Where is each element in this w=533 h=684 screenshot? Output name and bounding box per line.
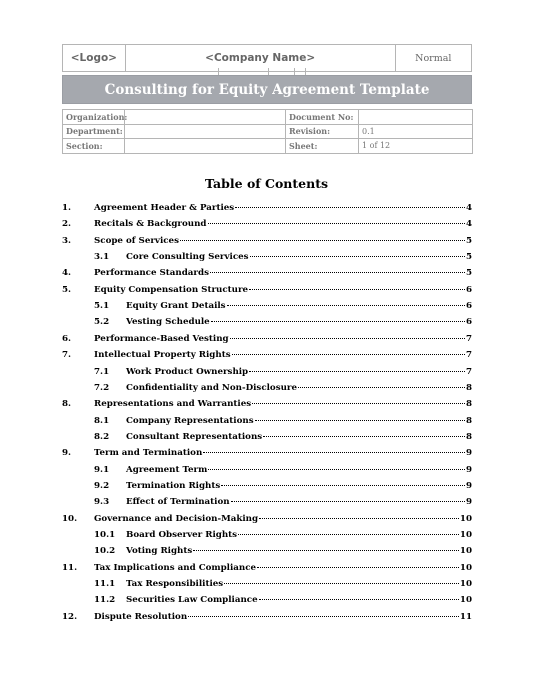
- toc-entry[interactable]: [62, 399, 472, 413]
- toc-dot-leader: [188, 616, 459, 617]
- toc-dot-leader: [252, 403, 465, 404]
- toc-entry-page: 9: [465, 497, 472, 508]
- toc-entry-page: 10: [459, 546, 472, 557]
- toc-dot-leader: [232, 354, 465, 355]
- toc-dot-leader: [211, 321, 465, 322]
- toc-dot-leader: [238, 534, 459, 535]
- toc-entry-number: 7.1: [94, 366, 110, 377]
- toc-entry-title: Representations and Warranties: [94, 399, 252, 410]
- toc-entry[interactable]: [62, 448, 472, 462]
- toc-entry-page: 10: [459, 595, 472, 606]
- toc-entry-page: 9: [465, 480, 472, 491]
- toc-entry[interactable]: [62, 465, 472, 479]
- toc-entry-title: Confidentiality and Non-Disclosure: [126, 382, 298, 393]
- toc-entry-number: 10.: [62, 513, 78, 524]
- toc-entry-title: Consultant Representations: [126, 431, 263, 442]
- toc-entry-title: Effect of Termination: [126, 497, 230, 508]
- toc-entry-number: 3.1: [94, 252, 110, 263]
- toc-entry-page: 10: [459, 530, 472, 540]
- toc-entry[interactable]: [62, 236, 472, 250]
- toc-entry-title: Performance-Based Vesting: [94, 333, 229, 344]
- toc-dot-leader: [210, 272, 465, 273]
- toc-entry-title: Equity Compensation Structure: [94, 284, 249, 295]
- toc-entry-title: Board Observer Rights: [126, 530, 238, 540]
- toc-dot-leader: [193, 550, 459, 551]
- organization-value: [125, 110, 286, 125]
- toc-entry[interactable]: [62, 285, 472, 299]
- toc-entry-page: 10: [459, 579, 472, 590]
- divider: [294, 68, 295, 75]
- toc-dot-leader: [249, 371, 465, 372]
- department-value: [125, 124, 286, 139]
- revision-label: Revision:: [286, 124, 359, 139]
- toc-entry-page: 7: [465, 366, 472, 377]
- toc-entry-page: 9: [465, 464, 472, 475]
- toc-entry-page: 10: [459, 513, 472, 524]
- toc-entry-page: 8: [465, 382, 472, 393]
- toc-title: Table of Contents: [204, 176, 329, 191]
- toc-entry-number: 9.1: [94, 464, 110, 475]
- document-no-label: Document No:: [286, 110, 359, 125]
- company-name: <Company Name>: [125, 45, 395, 72]
- toc-entry-title: Company Representations: [126, 415, 254, 426]
- toc-entry-number: 8.2: [94, 431, 110, 442]
- toc-entry[interactable]: [62, 432, 472, 446]
- toc-dot-leader: [257, 567, 459, 568]
- toc-entry-page: 6: [465, 284, 472, 295]
- toc-entry-title: Core Consulting Services: [126, 252, 249, 263]
- toc-entry-page: 5: [465, 235, 472, 246]
- toc-entry[interactable]: [62, 563, 472, 577]
- toc-entry-number: 11.: [62, 562, 78, 573]
- document-meta-table: [62, 109, 473, 154]
- toc-entry[interactable]: [62, 219, 472, 233]
- toc-entry-page: 6: [465, 301, 472, 312]
- toc-entry-title: Dispute Resolution: [94, 611, 188, 622]
- toc-entry-number: 4.: [62, 268, 72, 279]
- section-value: [125, 139, 286, 154]
- toc-dot-leader: [221, 485, 465, 486]
- toc-dot-leader: [224, 583, 459, 584]
- style-label: Normal: [395, 45, 471, 72]
- toc-entry-number: 1.: [62, 203, 72, 213]
- toc-entry[interactable]: [62, 416, 472, 430]
- toc-entry-page: 4: [465, 219, 472, 230]
- toc-entry-title: Voting Rights: [126, 546, 193, 557]
- toc-entry-number: 5.: [62, 284, 72, 295]
- toc-entry-page: 10: [459, 562, 472, 573]
- toc-entry-title: Securities Law Compliance: [126, 595, 258, 606]
- toc-entry-number: 9.: [62, 448, 72, 459]
- toc-entry-number: 9.2: [94, 480, 110, 491]
- toc-entry-number: 5.2: [94, 317, 110, 328]
- toc-entry[interactable]: [62, 367, 472, 381]
- document-title: Consulting for Equity Agreement Template: [62, 75, 472, 104]
- toc-dot-leader: [250, 256, 465, 257]
- toc-entry-page: 8: [465, 431, 472, 442]
- toc-entry-number: 2.: [62, 219, 72, 230]
- logo-placeholder: <Logo>: [63, 45, 126, 72]
- divider: [218, 68, 219, 75]
- toc-entry[interactable]: [62, 301, 472, 315]
- toc-entry-number: 10.1: [94, 530, 116, 540]
- toc-entry[interactable]: [62, 497, 472, 511]
- toc-entry-number: 5.1: [94, 301, 110, 312]
- toc-entry-number: 10.2: [94, 546, 116, 557]
- toc-dot-leader: [227, 305, 465, 306]
- toc-entry-title: Tax Implications and Compliance: [94, 562, 257, 573]
- toc-entry-number: 11.2: [94, 595, 116, 606]
- toc-entry-title: Scope of Services: [94, 235, 179, 246]
- toc-entry-title: Tax Responsibilities: [126, 579, 224, 590]
- toc-dot-leader: [208, 223, 465, 224]
- toc-entry[interactable]: [62, 350, 472, 364]
- toc-dot-leader: [298, 387, 465, 388]
- toc-entry-number: 11.1: [94, 579, 116, 590]
- toc-entry[interactable]: [62, 334, 472, 348]
- toc-entry[interactable]: [62, 579, 472, 593]
- section-label: Section:: [63, 139, 125, 154]
- toc-entry-title: Agreement Term: [126, 464, 208, 475]
- toc-entry-title: Recitals & Background: [94, 219, 207, 230]
- toc-entry-number: 7.: [62, 350, 72, 361]
- toc-entry[interactable]: [62, 514, 472, 528]
- toc-dot-leader: [249, 289, 465, 290]
- toc-dot-leader: [231, 501, 465, 502]
- toc-entry-page: 6: [465, 317, 472, 328]
- toc-entry-title: Term and Termination: [94, 448, 203, 459]
- toc-entry[interactable]: [62, 252, 472, 266]
- toc-entry-page: 4: [465, 203, 472, 213]
- divider: [268, 68, 269, 75]
- toc-entry[interactable]: [62, 546, 472, 560]
- sheet-value: 1 of 12: [359, 139, 473, 154]
- toc-dot-leader: [259, 599, 459, 600]
- toc-entry-page: 5: [465, 252, 472, 263]
- toc-entry-title: Agreement Header & Parties: [94, 203, 235, 213]
- toc-entry-page: 7: [465, 350, 472, 361]
- toc-entry-title: Performance Standards: [94, 268, 209, 279]
- toc-dot-leader: [235, 207, 465, 208]
- toc-entry-page: 9: [465, 448, 472, 459]
- toc-entry-title: Equity Grant Details: [126, 301, 226, 312]
- toc-entry-number: 3.: [62, 235, 72, 246]
- toc-entry-page: 8: [465, 415, 472, 426]
- toc-entry-number: 12.: [62, 611, 78, 622]
- department-label: Department:: [63, 124, 125, 139]
- toc-entry-page: 5: [465, 268, 472, 279]
- toc-entry-title: Vesting Schedule: [126, 317, 210, 328]
- document-no-value: [359, 110, 473, 125]
- toc-entry[interactable]: [62, 203, 472, 217]
- toc-entry-title: Work Product Ownership: [126, 366, 249, 377]
- toc-entry-number: 6.: [62, 333, 72, 344]
- toc-dot-leader: [255, 420, 465, 421]
- toc-dot-leader: [259, 518, 459, 519]
- toc-dot-leader: [230, 338, 465, 339]
- toc-entry[interactable]: [62, 317, 472, 331]
- toc-entry-page: 7: [465, 333, 472, 344]
- toc-entry[interactable]: [62, 268, 472, 282]
- toc-entry-title: Termination Rights: [126, 480, 221, 491]
- sheet-label: Sheet:: [286, 139, 359, 154]
- toc-entry[interactable]: [62, 383, 472, 397]
- toc-dot-leader: [180, 240, 465, 241]
- toc-entry-number: 9.3: [94, 497, 110, 508]
- toc-dot-leader: [208, 469, 465, 470]
- toc-dot-leader: [203, 452, 465, 453]
- toc-entry-number: 7.2: [94, 382, 110, 393]
- toc-entry[interactable]: [62, 481, 472, 495]
- toc-entry-title: Intellectual Property Rights: [94, 350, 231, 361]
- toc-entry-title: Governance and Decision-Making: [94, 513, 259, 524]
- revision-value: 0.1: [359, 124, 473, 139]
- organization-label: Organization:: [63, 110, 125, 125]
- header-table: [62, 44, 472, 72]
- toc-entry[interactable]: [62, 612, 472, 626]
- toc-entry-page: 8: [465, 399, 472, 410]
- toc-entry[interactable]: [62, 530, 472, 544]
- divider: [305, 68, 306, 75]
- toc-dot-leader: [263, 436, 465, 437]
- toc-entry-number: 8.1: [94, 415, 110, 426]
- toc-entry-number: 8.: [62, 399, 72, 410]
- toc-entry-page: 11: [459, 611, 472, 622]
- toc-entry[interactable]: [62, 595, 472, 609]
